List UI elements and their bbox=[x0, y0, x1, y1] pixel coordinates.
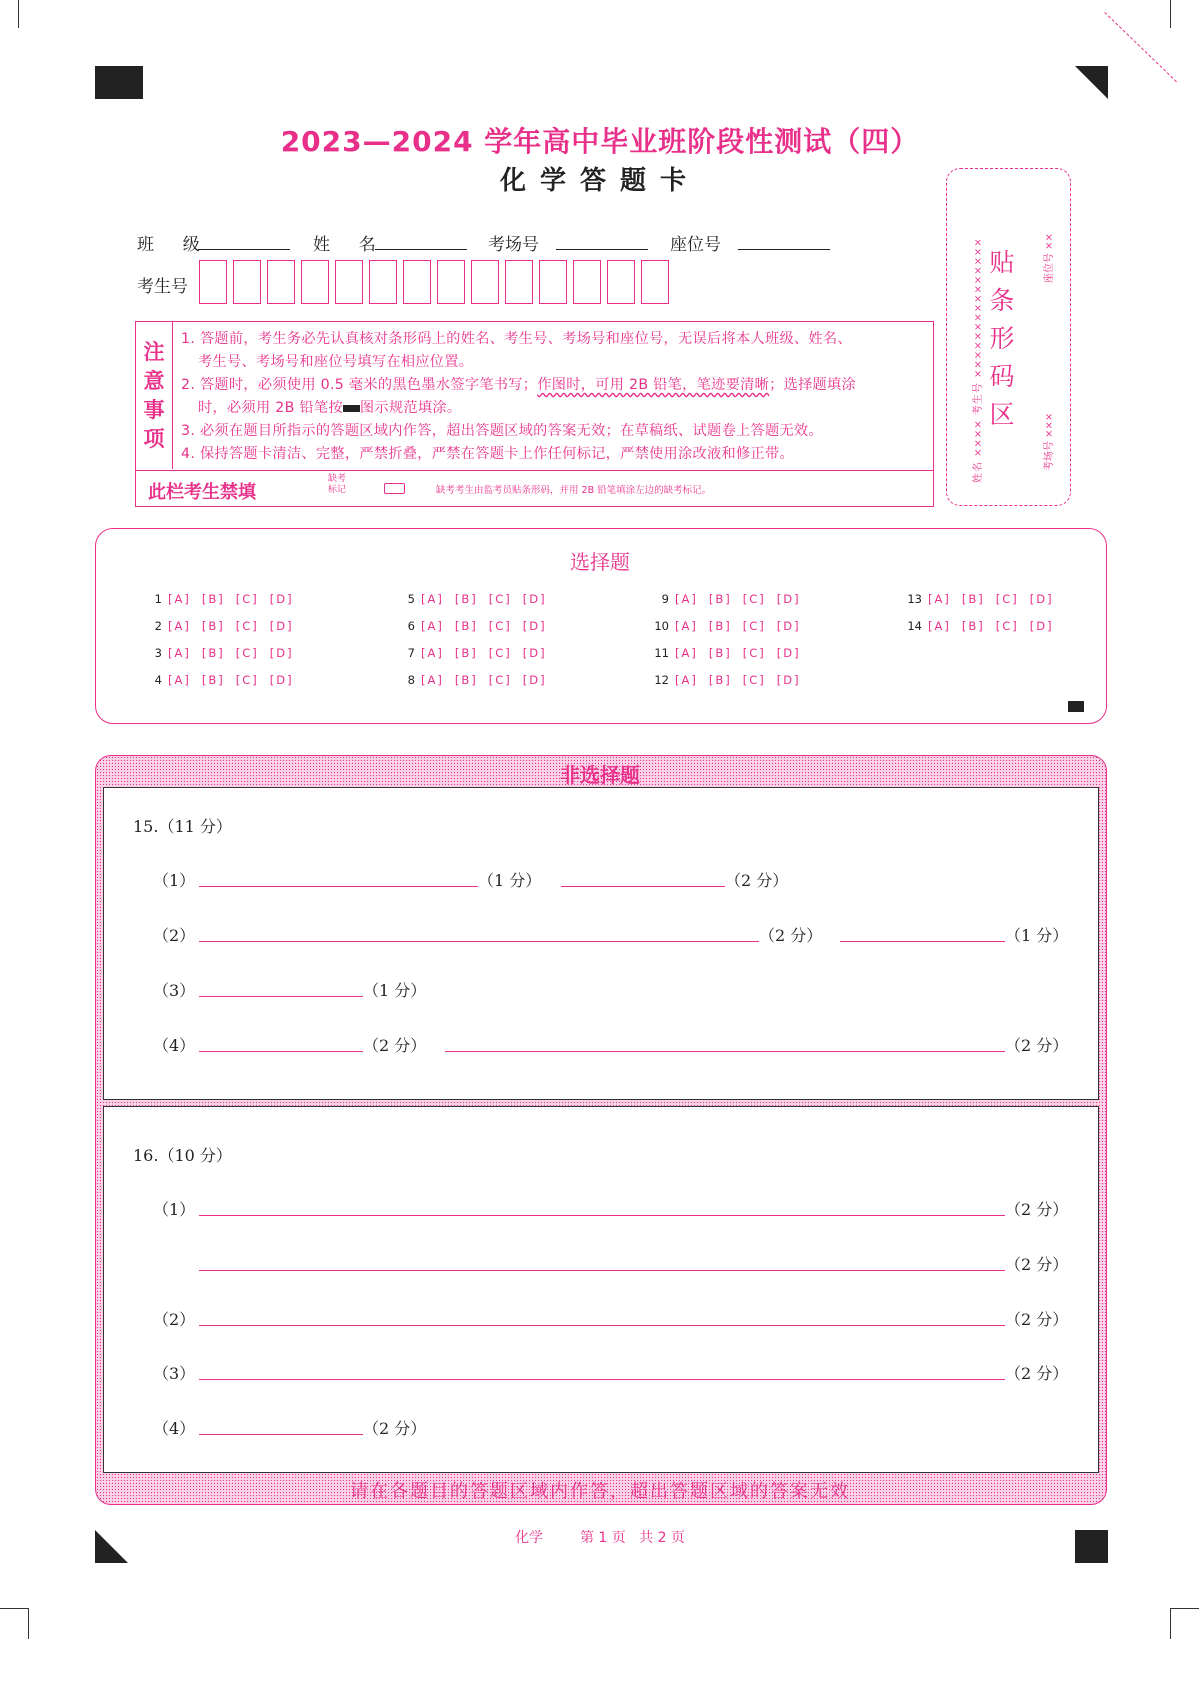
exam-no-box[interactable] bbox=[199, 260, 227, 304]
choice-option-bubble[interactable]: [A] bbox=[675, 619, 698, 633]
choice-option-bubble[interactable]: [C] bbox=[742, 592, 766, 606]
choice-option-bubble[interactable]: [A] bbox=[675, 646, 698, 660]
choice-option-bubble[interactable]: [C] bbox=[742, 646, 766, 660]
choice-option-bubble[interactable]: [A] bbox=[421, 673, 444, 687]
page-footer bbox=[0, 1527, 1200, 1547]
section-mark bbox=[1068, 701, 1084, 712]
choice-question-number: 14 bbox=[907, 619, 922, 633]
choice-option-bubble[interactable]: [B] bbox=[454, 673, 478, 687]
notice-heading-char: 项 bbox=[143, 426, 165, 451]
choice-option-bubble[interactable]: [D] bbox=[522, 619, 547, 633]
choice-question bbox=[393, 646, 558, 660]
choice-question bbox=[140, 646, 305, 660]
choice-option-bubble[interactable]: [B] bbox=[454, 646, 478, 660]
q16-4-score: （2 分） bbox=[363, 1419, 427, 1438]
choice-option-bubble[interactable]: [D] bbox=[776, 673, 801, 687]
notice-text: ；选择题填涂 bbox=[769, 377, 857, 393]
choice-option-bubble[interactable]: [A] bbox=[168, 673, 191, 687]
choice-option-bubble[interactable]: [B] bbox=[201, 646, 225, 660]
choice-question-number: 1 bbox=[154, 592, 162, 606]
notice-box bbox=[135, 321, 934, 471]
exam-no-box[interactable] bbox=[539, 260, 567, 304]
choice-option-bubble[interactable]: [A] bbox=[168, 592, 191, 606]
exam-no-box[interactable] bbox=[471, 260, 499, 304]
filled-bubble-icon bbox=[343, 405, 360, 412]
notice-text: 2. 答题时，必须使用 0.5 毫米的黑色墨水签字笔书写； bbox=[181, 377, 538, 393]
exam-no-box[interactable] bbox=[369, 260, 397, 304]
absent-mark-label bbox=[328, 474, 346, 496]
choice-title: 选择题 bbox=[570, 550, 630, 574]
notice-heading-char: 意 bbox=[143, 368, 165, 393]
choice-option-bubble[interactable]: [C] bbox=[742, 619, 766, 633]
choice-question-number: 2 bbox=[154, 619, 162, 633]
q16-1-answer-b[interactable] bbox=[199, 1270, 1005, 1271]
exam-no-box[interactable] bbox=[505, 260, 533, 304]
crop-mark bbox=[1170, 1608, 1199, 1639]
choice-question-number: 13 bbox=[907, 592, 922, 606]
crop-mark bbox=[0, 1608, 29, 1639]
footer-subject: 化学 bbox=[515, 1530, 544, 1546]
notice-text: 时，必须用 2B 铅笔按 bbox=[198, 400, 343, 416]
q15-1-answer-b[interactable] bbox=[561, 886, 725, 887]
choice-option-bubble[interactable]: [D] bbox=[522, 646, 547, 660]
class-label: 班 级 bbox=[137, 235, 206, 255]
choice-question bbox=[140, 673, 305, 687]
choice-option-bubble[interactable]: [B] bbox=[201, 592, 225, 606]
choice-option-bubble[interactable]: [B] bbox=[454, 619, 478, 633]
page-title: 2023—2024 学年高中毕业班阶段性测试（四） bbox=[280, 125, 920, 158]
choice-question-number: 5 bbox=[407, 592, 415, 606]
q16-3-score: （2 分） bbox=[1005, 1364, 1069, 1383]
barcode-title bbox=[987, 244, 1017, 434]
q16-part-1: （1） bbox=[153, 1200, 196, 1219]
choice-option-bubble[interactable]: [B] bbox=[708, 646, 732, 660]
answer-panel-15 bbox=[103, 787, 1099, 1100]
choice-option-bubble[interactable]: [C] bbox=[995, 619, 1019, 633]
choice-option-bubble[interactable]: [A] bbox=[168, 619, 191, 633]
barcode-area bbox=[946, 168, 1071, 506]
choice-question bbox=[140, 619, 305, 633]
notice-text-emphasis: 作图时，可用 2B 铅笔，笔迹要清晰 bbox=[537, 377, 770, 393]
barcode-title-char: 形 bbox=[989, 324, 1015, 353]
q15-2-score-b: （1 分） bbox=[1005, 926, 1069, 945]
choice-option-bubble[interactable]: [B] bbox=[201, 619, 225, 633]
notice-line: 考生号、考场号和座位号填写在相应位置。 bbox=[198, 354, 474, 370]
q16-2-score: （2 分） bbox=[1005, 1310, 1069, 1329]
q16-part-3: （3） bbox=[153, 1364, 196, 1383]
choice-option-bubble[interactable]: [A] bbox=[675, 592, 698, 606]
notice-heading-char: 事 bbox=[143, 397, 165, 422]
choice-question-number: 3 bbox=[154, 646, 162, 660]
choice-option-bubble[interactable]: [A] bbox=[675, 673, 698, 687]
choice-option-bubble[interactable]: [B] bbox=[708, 592, 732, 606]
choice-option-bubble[interactable]: [D] bbox=[269, 646, 294, 660]
q15-1-score-a: （1 分） bbox=[478, 871, 542, 890]
choice-option-bubble[interactable]: [C] bbox=[235, 646, 259, 660]
q15-3-answer[interactable] bbox=[199, 996, 363, 997]
choice-option-bubble[interactable]: [C] bbox=[995, 592, 1019, 606]
question-16-head: 16.（10 分） bbox=[133, 1146, 232, 1165]
choice-option-bubble[interactable]: [A] bbox=[928, 619, 951, 633]
choice-option-bubble[interactable]: [B] bbox=[708, 673, 732, 687]
non-choice-footer: 请在各题目的答题区域内作答，超出答题区域的答案无效 bbox=[350, 1481, 850, 1502]
choice-question bbox=[647, 646, 812, 660]
choice-option-bubble[interactable]: [D] bbox=[269, 592, 294, 606]
q15-part-3: （3） bbox=[153, 981, 196, 1000]
q16-part-4: （4） bbox=[153, 1419, 196, 1438]
notice-heading-char: 注 bbox=[143, 339, 165, 364]
choice-question-number: 4 bbox=[154, 673, 162, 687]
choice-question-number: 12 bbox=[654, 673, 669, 687]
exam-no-box[interactable] bbox=[641, 260, 669, 304]
q15-4-answer-a[interactable] bbox=[199, 1051, 363, 1052]
q15-2-answer-b[interactable] bbox=[840, 941, 1005, 942]
choice-question-number: 11 bbox=[654, 646, 669, 660]
choice-option-bubble[interactable]: [B] bbox=[961, 592, 985, 606]
barcode-title-char: 区 bbox=[989, 400, 1015, 429]
barcode-room-info: 考场号 ××× bbox=[1044, 412, 1055, 471]
q15-1-score-b: （2 分） bbox=[725, 871, 789, 890]
choice-question bbox=[140, 592, 305, 606]
barcode-seat-info: 座位号 ×× bbox=[1044, 233, 1055, 283]
seat-label: 座位号 bbox=[670, 235, 721, 255]
q15-1-answer-a[interactable] bbox=[199, 886, 478, 887]
barcode-title-char: 码 bbox=[989, 362, 1015, 391]
seat-field[interactable] bbox=[738, 249, 830, 250]
barcode-title-char: 条 bbox=[989, 286, 1015, 315]
choice-option-bubble[interactable]: [C] bbox=[488, 646, 512, 660]
choice-option-bubble[interactable]: [C] bbox=[488, 592, 512, 606]
choice-option-bubble[interactable]: [D] bbox=[269, 673, 294, 687]
notice-text: 图示规范填涂。 bbox=[359, 400, 462, 416]
notice-line bbox=[181, 374, 856, 394]
answer-panel-16 bbox=[103, 1106, 1099, 1473]
notice-line: 1. 答题前，考生务必先认真核对条形码上的姓名、考生号、考场号和座位号，无误后将本人班级、姓名、 bbox=[181, 331, 852, 347]
choice-option-bubble[interactable]: [B] bbox=[961, 619, 985, 633]
choice-option-bubble[interactable]: [C] bbox=[742, 673, 766, 687]
exam-no-box[interactable] bbox=[437, 260, 465, 304]
q15-3-score: （1 分） bbox=[363, 981, 427, 1000]
exam-no-box[interactable] bbox=[573, 260, 601, 304]
crop-mark bbox=[0, 0, 19, 28]
registration-mark bbox=[95, 66, 143, 99]
q15-part-2: （2） bbox=[153, 926, 196, 945]
choice-question-number: 9 bbox=[661, 592, 669, 606]
q16-1-score-b: （2 分） bbox=[1005, 1255, 1069, 1274]
exam-no-box[interactable] bbox=[267, 260, 295, 304]
q15-2-score-a: （2 分） bbox=[759, 926, 823, 945]
choice-option-bubble[interactable]: [A] bbox=[421, 619, 444, 633]
choice-option-bubble[interactable]: [D] bbox=[1029, 619, 1054, 633]
footer-page: 第 1 页 共 2 页 bbox=[579, 1530, 685, 1546]
absent-note: 缺考考生由监考员贴条形码，并用 2B 铅笔填涂左边的缺考标记。 bbox=[436, 485, 712, 496]
choice-question bbox=[647, 619, 812, 633]
notice-line: 3. 必须在题目所指示的答题区域内作答，超出答题区域的答案无效；在草稿纸、试题卷上答题无效。 bbox=[181, 423, 823, 439]
choice-option-bubble[interactable]: [D] bbox=[269, 619, 294, 633]
staff-only-label: 此栏考生禁填 bbox=[148, 482, 256, 503]
choice-question-number: 10 bbox=[654, 619, 669, 633]
q15-part-1: （1） bbox=[153, 871, 196, 890]
question-15-head: 15.（11 分） bbox=[133, 817, 232, 836]
choice-question-number: 6 bbox=[407, 619, 415, 633]
choice-option-bubble[interactable]: [C] bbox=[235, 592, 259, 606]
choice-option-bubble[interactable]: [C] bbox=[235, 619, 259, 633]
absent-mark-bubble[interactable] bbox=[384, 483, 405, 494]
choice-option-bubble[interactable]: [D] bbox=[522, 673, 547, 687]
exam-no-box[interactable] bbox=[301, 260, 329, 304]
exam-no-box[interactable] bbox=[607, 260, 635, 304]
exam-room-label: 考场号 bbox=[488, 235, 539, 255]
choice-option-bubble[interactable]: [B] bbox=[454, 592, 478, 606]
class-field[interactable] bbox=[198, 249, 290, 250]
choice-option-bubble[interactable]: [A] bbox=[168, 646, 191, 660]
registration-mark bbox=[1075, 66, 1108, 99]
q16-1-answer-a[interactable] bbox=[199, 1215, 1005, 1216]
non-choice-title: 非选择题 bbox=[560, 763, 640, 787]
staff-only-row bbox=[135, 470, 934, 507]
choice-option-bubble[interactable]: [B] bbox=[708, 619, 732, 633]
choice-option-bubble[interactable]: [A] bbox=[421, 592, 444, 606]
choice-question bbox=[647, 673, 812, 687]
barcode-student-info: 姓名 ×××× 考生号 ××××××××××××××× bbox=[973, 237, 984, 483]
choice-option-bubble[interactable]: [B] bbox=[201, 673, 225, 687]
q16-2-answer[interactable] bbox=[199, 1325, 1005, 1326]
q15-part-4: （4） bbox=[153, 1036, 196, 1055]
q16-3-answer[interactable] bbox=[199, 1379, 1005, 1380]
choice-question bbox=[393, 619, 558, 633]
q16-4-answer[interactable] bbox=[199, 1434, 363, 1435]
name-label: 姓 名 bbox=[313, 235, 382, 255]
choice-option-bubble[interactable]: [D] bbox=[776, 646, 801, 660]
choice-question bbox=[900, 592, 1065, 606]
choice-question bbox=[900, 619, 1065, 633]
notice-line bbox=[198, 397, 461, 417]
crop-mark bbox=[1170, 0, 1189, 28]
exam-no-box[interactable] bbox=[335, 260, 363, 304]
cut-line bbox=[1104, 12, 1177, 82]
notice-heading bbox=[136, 322, 173, 469]
q15-4-score-a: （2 分） bbox=[363, 1036, 427, 1055]
choice-question bbox=[393, 673, 558, 687]
absent-mark-label-line: 标记 bbox=[328, 485, 347, 495]
barcode-title-char: 贴 bbox=[989, 248, 1015, 277]
exam-no-box[interactable] bbox=[403, 260, 431, 304]
q16-1-score-a: （2 分） bbox=[1005, 1200, 1069, 1219]
exam-no-label: 考生号 bbox=[137, 277, 188, 297]
choice-question bbox=[393, 592, 558, 606]
choice-option-bubble[interactable]: [A] bbox=[928, 592, 951, 606]
name-field[interactable] bbox=[375, 249, 467, 250]
absent-mark-label-line: 缺考 bbox=[328, 474, 347, 484]
choice-question bbox=[647, 592, 812, 606]
choice-option-bubble[interactable]: [C] bbox=[488, 673, 512, 687]
q16-part-2: （2） bbox=[153, 1310, 196, 1329]
choice-option-bubble[interactable]: [D] bbox=[1029, 592, 1054, 606]
choice-option-bubble[interactable]: [C] bbox=[488, 619, 512, 633]
choice-option-bubble[interactable]: [C] bbox=[235, 673, 259, 687]
q15-4-answer-b[interactable] bbox=[445, 1051, 1005, 1052]
choice-option-bubble[interactable]: [A] bbox=[421, 646, 444, 660]
choice-question-number: 7 bbox=[407, 646, 415, 660]
q15-4-score-b: （2 分） bbox=[1005, 1036, 1069, 1055]
notice-line: 4. 保持答题卡清洁、完整，严禁折叠，严禁在答题卡上作任何标记，严禁使用涂改液和修正带。 bbox=[181, 446, 794, 462]
choice-option-bubble[interactable]: [D] bbox=[776, 619, 801, 633]
choice-option-bubble[interactable]: [D] bbox=[522, 592, 547, 606]
page-subtitle: 化学答题卡 bbox=[499, 166, 700, 196]
exam-room-field[interactable] bbox=[556, 249, 648, 250]
exam-no-box[interactable] bbox=[233, 260, 261, 304]
q15-2-answer-a[interactable] bbox=[199, 941, 759, 942]
choice-question-number: 8 bbox=[407, 673, 415, 687]
choice-option-bubble[interactable]: [D] bbox=[776, 592, 801, 606]
